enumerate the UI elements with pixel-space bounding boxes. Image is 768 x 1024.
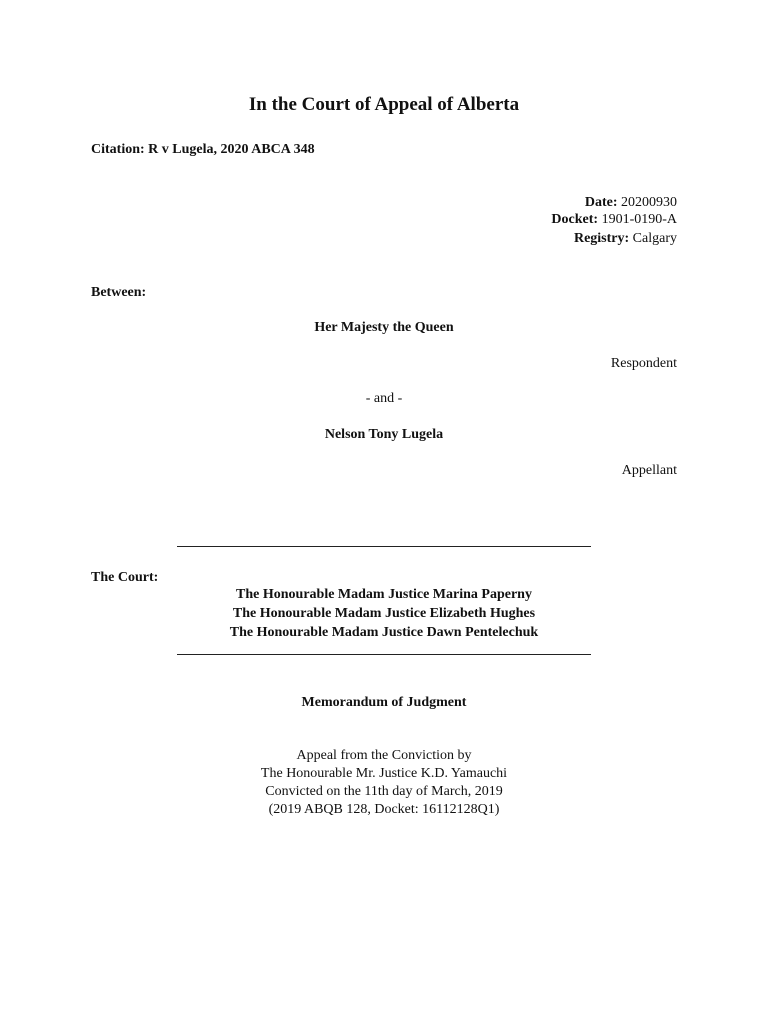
docket-value: 1901-0190-A — [601, 212, 677, 227]
appeal-line: The Honourable Mr. Justice K.D. Yamauchi — [260, 766, 508, 781]
appeal-line: (2019 ABQB 128, Docket: 16112128Q1) — [268, 802, 500, 817]
memorandum-title: Memorandum of Judgment — [301, 695, 467, 710]
judge-name: The Honourable Madam Justice Elizabeth Hughes — [232, 606, 536, 621]
party2-name: Nelson Tony Lugela — [324, 427, 444, 442]
registry-label: Registry: — [573, 231, 630, 246]
and-separator: - and - — [365, 391, 403, 406]
divider-bottom — [177, 654, 591, 655]
docket-label: Docket: — [551, 212, 599, 227]
party2-role: Appellant — [621, 463, 677, 478]
registry-value: Calgary — [632, 231, 677, 246]
appeal-line: Appeal from the Conviction by — [296, 748, 472, 763]
judge-name: The Honourable Madam Justice Marina Paperny — [236, 587, 532, 602]
page-title: In the Court of Appeal of Alberta — [248, 94, 520, 115]
appeal-line: Convicted on the 11th day of March, 2019 — [265, 784, 503, 799]
citation: Citation: R v Lugela, 2020 ABCA 348 — [91, 142, 315, 157]
date-value: 20200930 — [621, 195, 677, 210]
registry-line — [574, 229, 677, 249]
court-label: The Court: — [91, 570, 159, 585]
between-label: Between: — [91, 285, 147, 300]
docket-line — [551, 210, 677, 230]
date-label: Date: — [584, 195, 618, 210]
judge-name: The Honourable Madam Justice Dawn Pentelechuk — [229, 625, 539, 640]
divider-top — [177, 546, 591, 547]
party1-role: Respondent — [610, 356, 677, 371]
party1-name: Her Majesty the Queen — [314, 320, 454, 335]
